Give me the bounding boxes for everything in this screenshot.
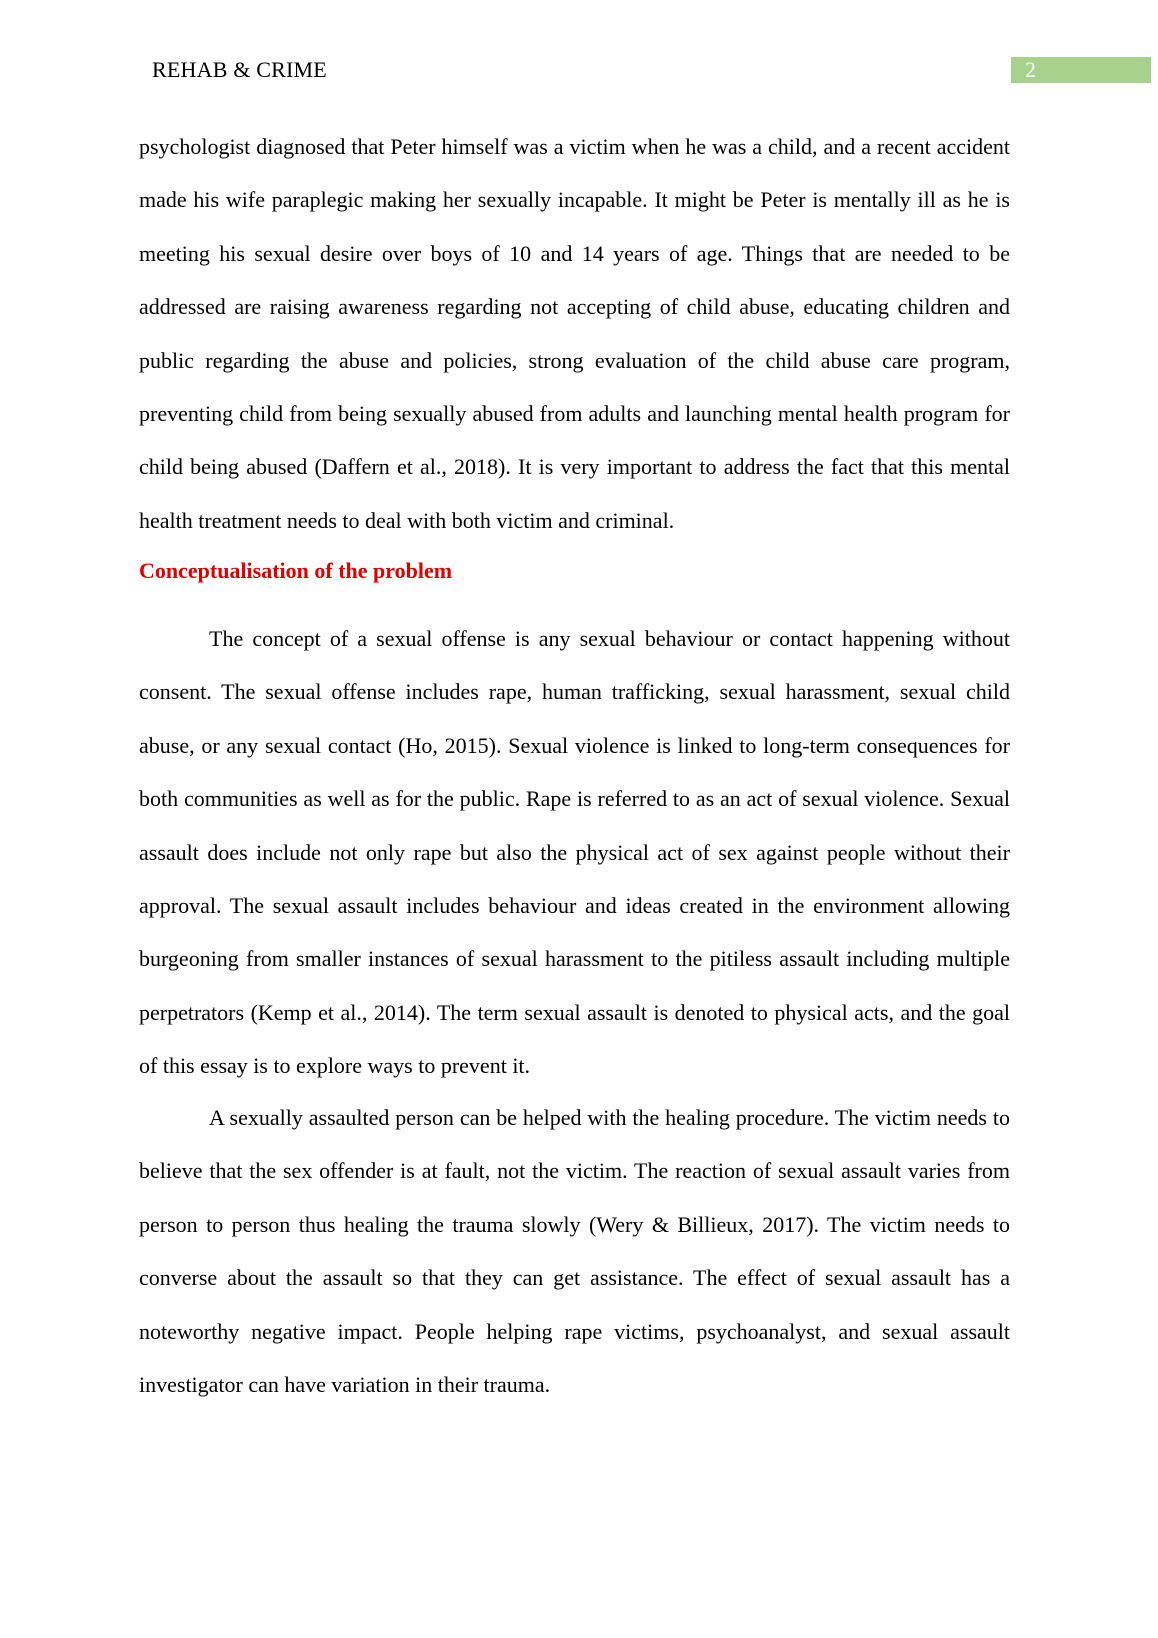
paragraph-block-2 [139,612,1010,1093]
page-number: 2 [1011,57,1151,83]
paragraph-continued [139,120,1010,547]
running-head: REHAB & CRIME [152,57,327,82]
paragraph-1: psychologist diagnosed that Peter himself was a victim when he was a child, and a recent accident made his wife paraplegic making her sexually incapable. It might be Peter is mentally ill as he is meeting his sexual desire over boys of 10 and 14 years of age. Things that are needed to be addressed are raising awareness regarding not accepting of child abuse, educating children and public regarding the abuse and policies, strong evaluation of the child abuse care program, preventing child from being sexually abused from adults and launching mental health program for child being abused (Daffern et al., 2018). It is very important to address the fact that this mental health treatment needs to deal with both victim and criminal. [139,134,1010,533]
paragraph-block-3 [139,1091,1010,1411]
paragraph-2: The concept of a sexual offense is any sexual behaviour or contact happening without consent. The sexual offense includes rape, human trafficking, sexual harassment, sexual child abuse, or any sexual contact (Ho, 2015). Sexual violence is linked to long-term consequences for both communities as well as for the public. Rape is referred to as an act of sexual violence. Sexual assault does include not only rape but also the physical act of sex against people without their approval. The sexual assault includes behaviour and ideas created in the environment allowing burgeoning from smaller instances of sexual harassment to the pitiless assault including multiple perpetrators (Kemp et al., 2014). The term sexual assault is denoted to physical acts, and the goal of this essay is to explore ways to prevent it. [139,626,1010,1079]
section-heading: Conceptualisation of the problem [139,558,453,583]
paragraph-3: A sexually assaulted person can be helped with the healing procedure. The victim needs to believe that the sex offender is at fault, not the victim. The reaction of sexual assault varies from person to person thus healing the trauma slowly (Wery & Billieux, 2017). The victim needs to converse about the assault so that they can get assistance. The effect of sexual assault has a noteworthy negative impact. People helping rape victims, psychoanalyst, and sexual assault investigator can have variation in their trauma. [139,1105,1010,1398]
